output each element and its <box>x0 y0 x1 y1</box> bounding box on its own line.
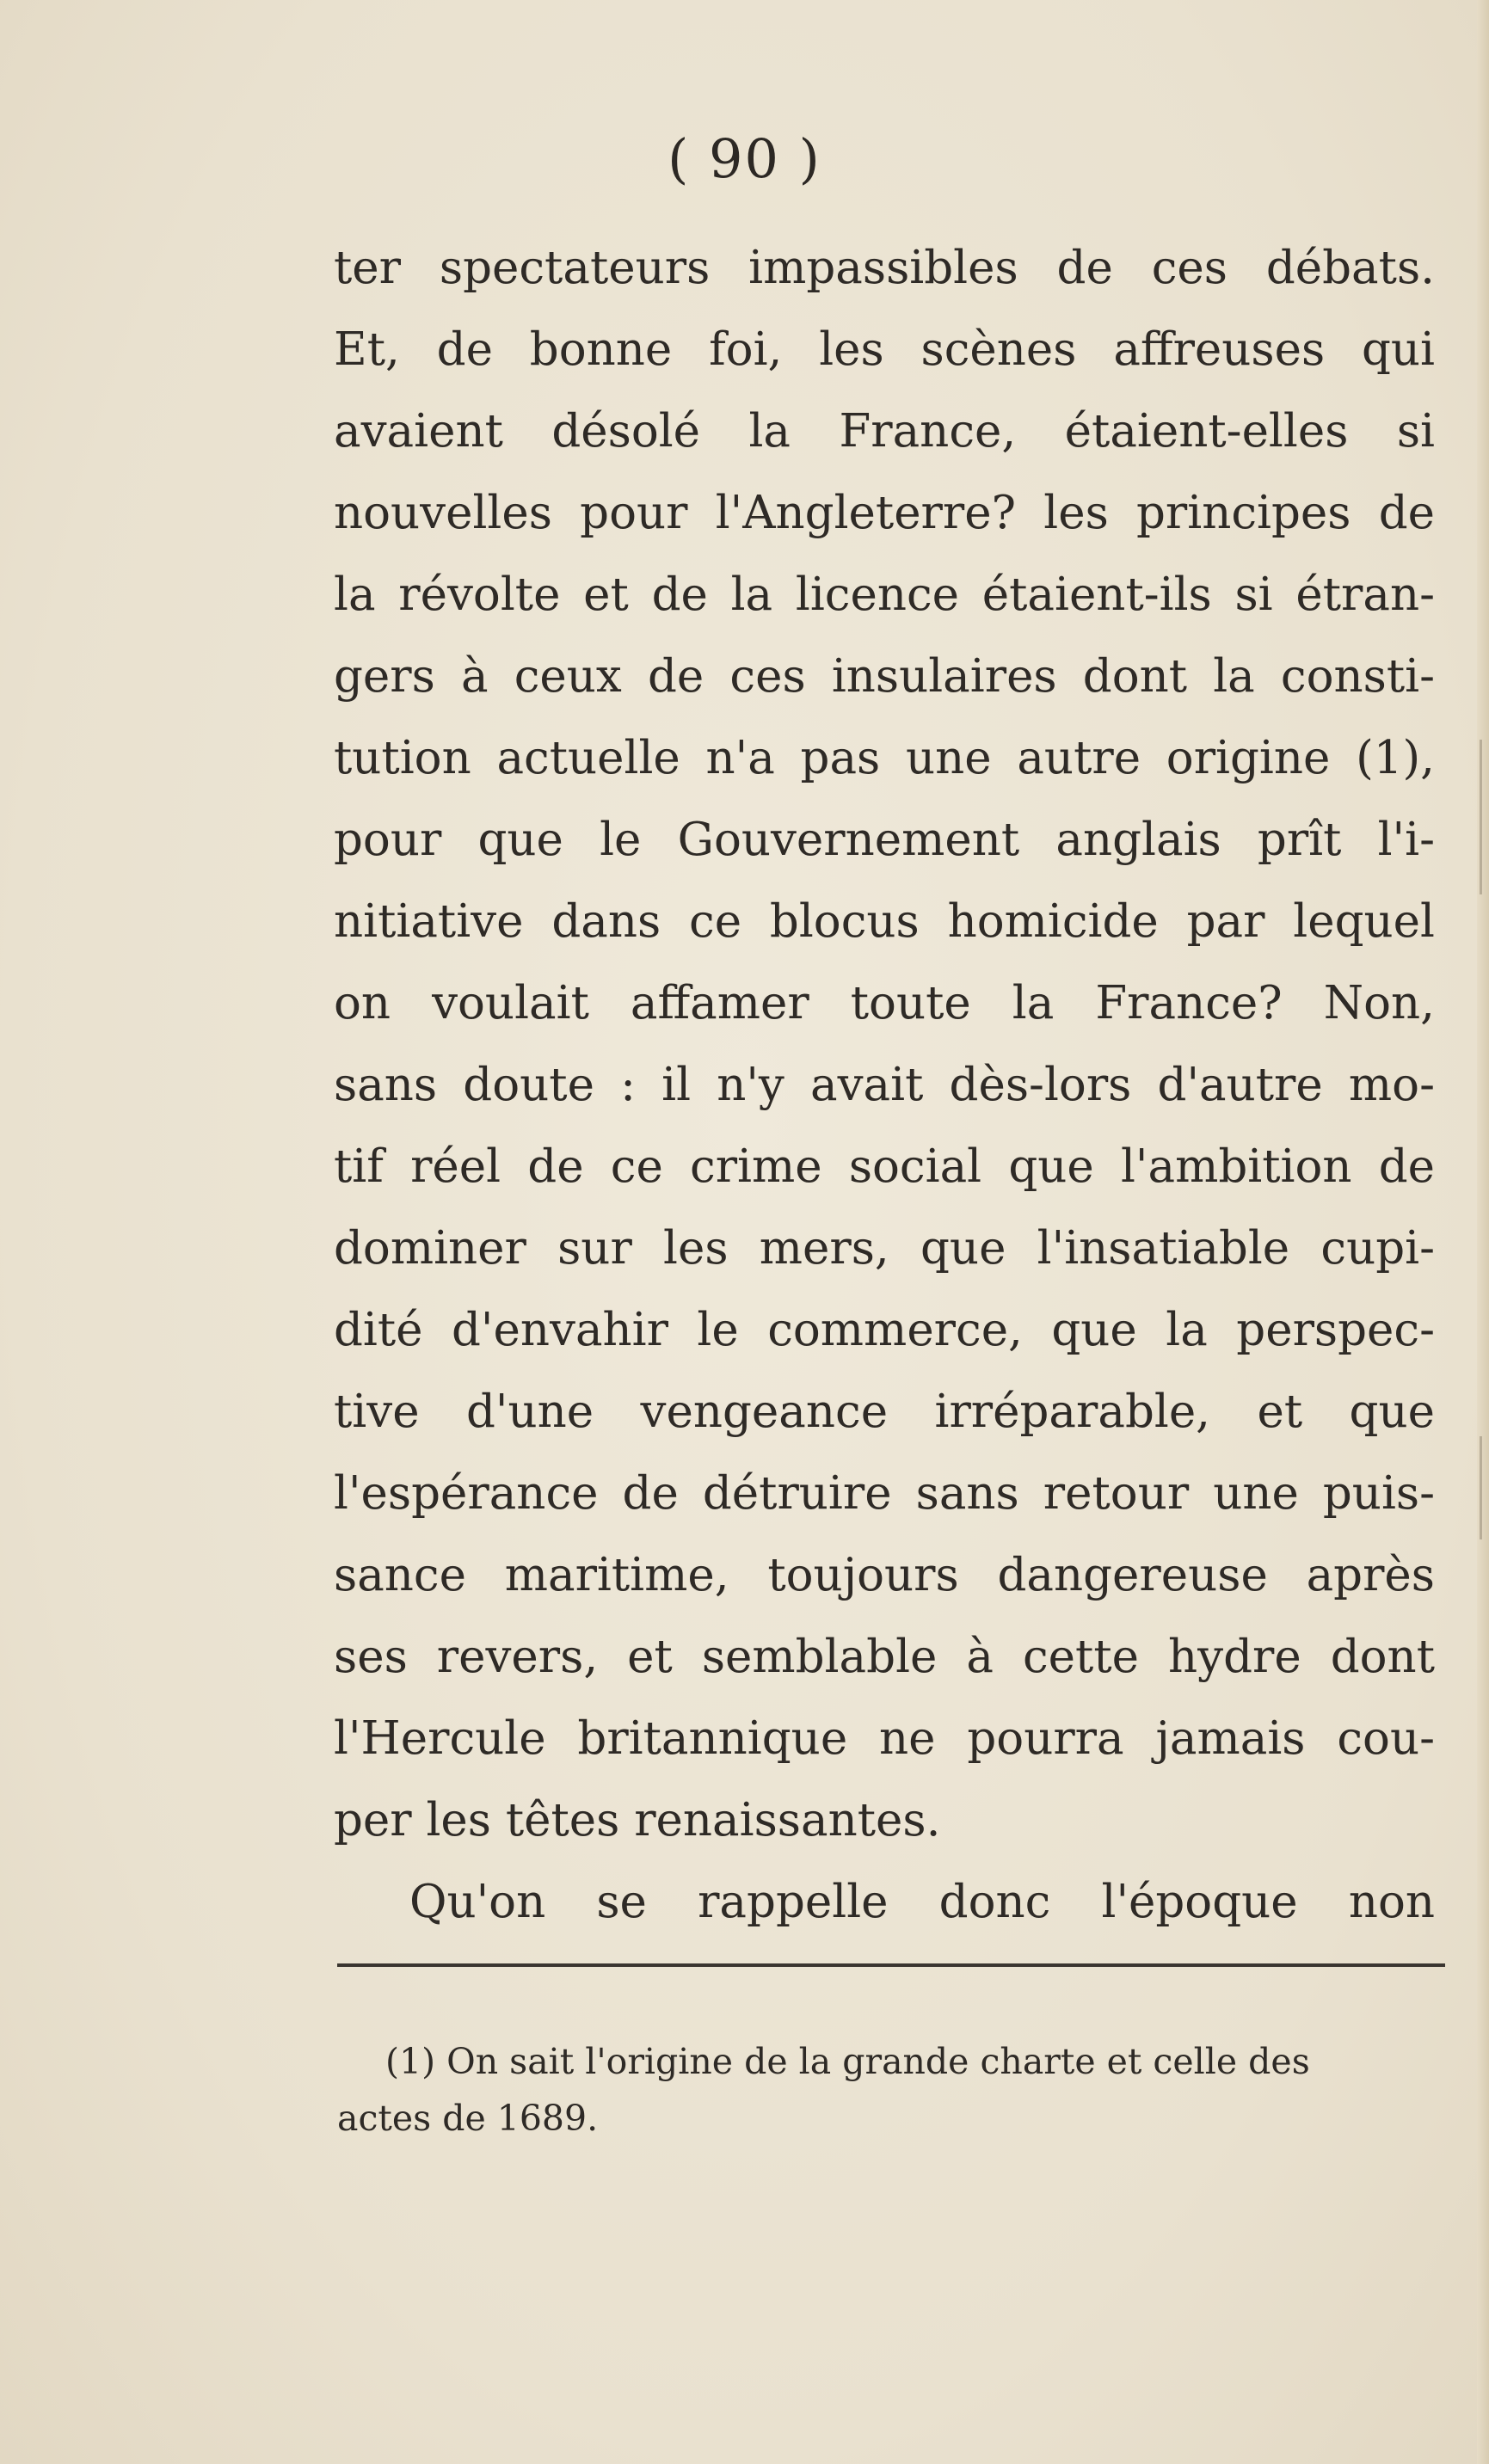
text-line: nouvelles pour l'Angleterre? les principes de <box>334 487 1435 539</box>
text-line: gers à ceux de ces insulaires dont la consti- <box>334 650 1435 703</box>
text-line: avaient désolé la France, étaient-elles si <box>334 405 1435 458</box>
footnote-line: actes de 1689. <box>337 2098 599 2139</box>
text-line: dominer sur les mers, que l'insatiable cupi- <box>334 1222 1435 1275</box>
text-line: ter spectateurs impassibles de ces débats. <box>334 242 1435 294</box>
text-line: l'espérance de détruire sans retour une puis- <box>334 1467 1435 1520</box>
text-line: l'Hercule britannique ne pourra jamais cou- <box>334 1712 1435 1765</box>
page-number: ( 90 ) <box>668 127 821 190</box>
binding-mark <box>1480 1436 1482 1539</box>
text-line: sance maritime, toujours dangereuse après <box>334 1549 1435 1601</box>
footnote <box>337 2033 1445 2147</box>
page-edge <box>1477 0 1489 2464</box>
text-line: tive d'une vengeance irréparable, et que <box>334 1386 1435 1438</box>
text-line: pour que le Gouvernement anglais prît l'i- <box>334 814 1435 866</box>
text-line: la révolte et de la licence étaient-ils si étran- <box>334 568 1435 621</box>
text-line: Et, de bonne foi, les scènes affreuses qui <box>334 323 1435 376</box>
text-line: Qu'on se rappelle donc l'époque non <box>409 1876 1435 1928</box>
text-line: tution actuelle n'a pas une autre origine (1), <box>334 732 1435 784</box>
text-line: on voulait affamer toute la France? Non, <box>334 977 1435 1029</box>
text-line: nitiative dans ce blocus homicide par lequel <box>334 895 1435 948</box>
body-text <box>334 227 1435 1943</box>
footnote-rule <box>337 1963 1445 1967</box>
text-line: dité d'envahir le commerce, que la perspec- <box>334 1304 1435 1356</box>
text-line: per les têtes renaissantes. <box>334 1794 941 1846</box>
footnote-line: (1) On sait l'origine de la grande charte et celle des <box>385 2041 1310 2082</box>
text-line: ses revers, et semblable à cette hydre dont <box>334 1631 1435 1683</box>
binding-mark <box>1480 740 1482 894</box>
text-line: sans doute : il n'y avait dès-lors d'autre mo- <box>334 1059 1435 1111</box>
text-line: tif réel de ce crime social que l'ambition de <box>334 1140 1435 1193</box>
